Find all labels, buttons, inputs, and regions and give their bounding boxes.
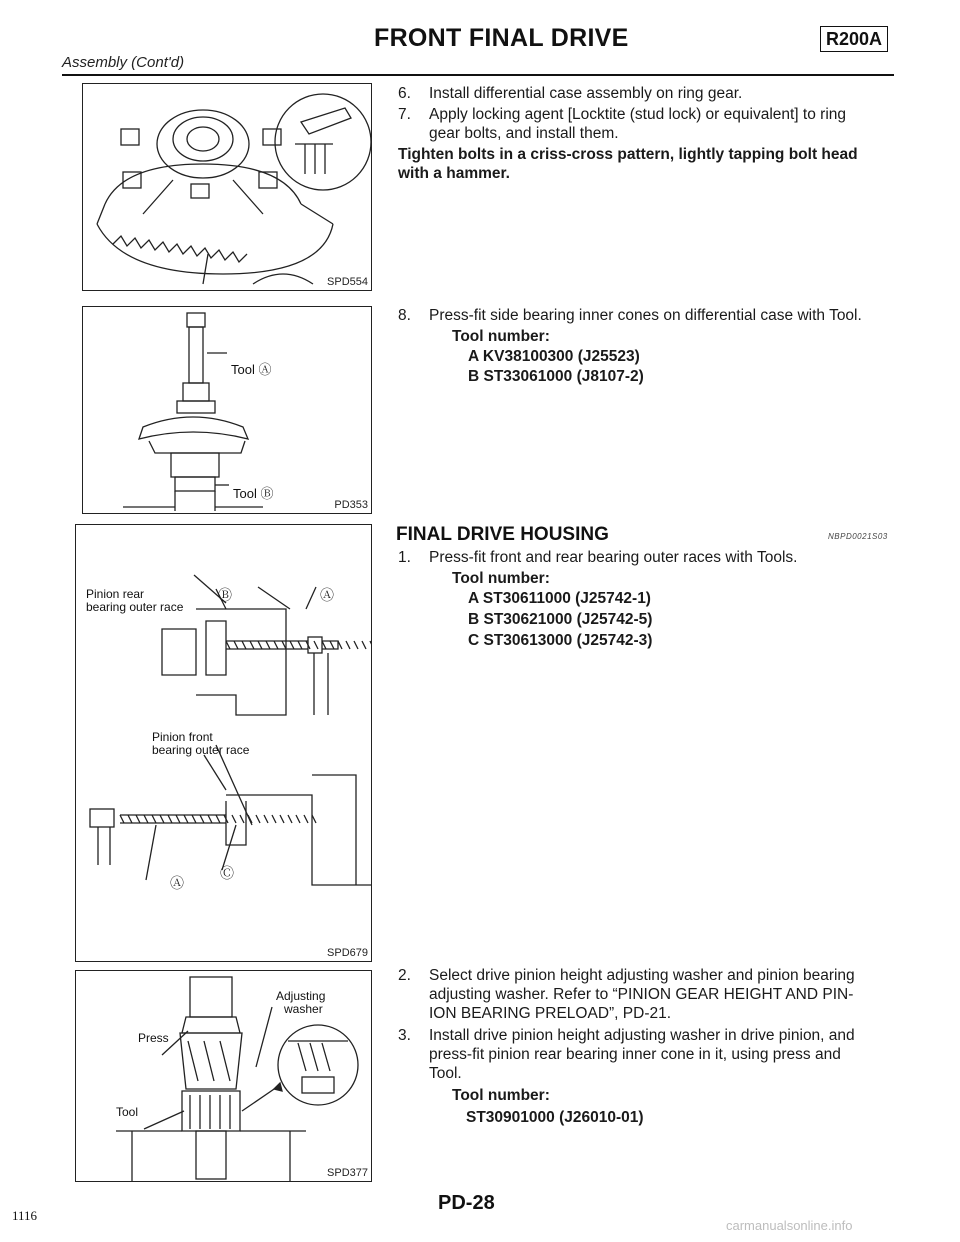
tool-a: A ST30611000 (J25742-1) <box>468 590 651 607</box>
step-text-line3: ION BEARING PRELOAD”, PD-21. <box>429 1005 672 1022</box>
tool-number-label: Tool number: <box>452 570 550 587</box>
ring-gear-illustration <box>83 84 371 290</box>
callout-a-top: Ⓐ <box>320 587 334 603</box>
adjusting-label: Adjusting <box>276 989 326 1003</box>
step-text-line1: Install drive pinion height adjusting washer in drive pinion, and <box>429 1027 855 1044</box>
step-text-line3: Tool. <box>429 1065 462 1082</box>
step-text: Press-fit front and rear bearing outer races with Tools. <box>429 549 798 566</box>
tool-label: Tool <box>116 1105 139 1119</box>
figure-code: PD353 <box>334 499 368 511</box>
step-text-line2: adjusting washer. Refer to “PINION GEAR HEIGHT AND PIN- <box>429 986 854 1003</box>
side-bearing-illustration <box>83 307 371 513</box>
tool-number-label: Tool number: <box>452 328 550 345</box>
tool-a: A KV38100300 (J25523) <box>468 348 640 365</box>
figure-side-bearing-tool <box>82 306 372 514</box>
washer-label: washer <box>284 1002 323 1016</box>
step-number: 6. <box>398 85 411 102</box>
step-text-line1: Apply locking agent [Locktite (stud lock) or equivalent] to ring <box>429 106 847 123</box>
callout-a-bottom: Ⓐ <box>170 875 184 891</box>
tool-b-label: Tool Ⓑ <box>233 486 274 501</box>
tool-c: C ST30613000 (J25742-3) <box>468 632 653 649</box>
step-text: Install differential case assembly on ring gear. <box>429 85 743 102</box>
tool-a-label: Tool Ⓐ <box>231 362 272 377</box>
tool-b: B ST30621000 (J25742-5) <box>468 611 653 628</box>
figure-code: SPD554 <box>327 276 368 288</box>
model-badge: R200A <box>820 26 888 52</box>
header-rule <box>62 74 894 76</box>
step-text: Press-fit side bearing inner cones on differential case with Tool. <box>429 307 862 324</box>
figure-code: SPD679 <box>327 947 368 959</box>
callout-b: Ⓑ <box>218 587 232 603</box>
section-ref: NBPD0021S03 <box>828 532 888 541</box>
section-subtitle: Assembly (Cont'd) <box>62 54 185 71</box>
pinion-rear-label-2: bearing outer race <box>86 600 184 614</box>
figure-ring-gear <box>82 83 372 291</box>
figure-code: SPD377 <box>327 1167 368 1179</box>
pinion-rear-label: Pinion rear <box>86 587 145 601</box>
page-title: FRONT FINAL DRIVE <box>374 24 629 52</box>
watermark: carmanualsonline.info <box>726 1218 853 1233</box>
tool-b: B ST33061000 (J8107-2) <box>468 368 644 385</box>
step-number: 8. <box>398 307 411 324</box>
section-heading: FINAL DRIVE HOUSING <box>396 524 609 545</box>
page-number: 1116 <box>12 1208 38 1223</box>
step-text-line2: press-fit pinion rear bearing inner cone in it, using press and <box>429 1046 841 1063</box>
callout-c: Ⓒ <box>220 865 234 881</box>
step-number: 1. <box>398 549 411 566</box>
pinion-front-label: Pinion front <box>152 730 213 744</box>
step-number: 2. <box>398 967 411 984</box>
pinion-washer-illustration <box>76 971 371 1181</box>
page-code: PD-28 <box>438 1192 495 1214</box>
tighten-note-line2: with a hammer. <box>398 165 510 182</box>
press-label: Press <box>138 1031 169 1045</box>
step-text-line2: gear bolts, and install them. <box>429 125 619 142</box>
tool-number-label: Tool number: <box>452 1087 550 1104</box>
figure-pinion-washer <box>75 970 372 1182</box>
step-number: 3. <box>398 1027 411 1044</box>
step-text-line1: Select drive pinion height adjusting washer and pinion bearing <box>429 967 855 984</box>
figure-outer-races <box>75 524 372 962</box>
tighten-note-line1: Tighten bolts in a criss-cross pattern, lightly tapping bolt head <box>398 146 858 163</box>
step-number: 7. <box>398 106 411 123</box>
pinion-front-label-2: bearing outer race <box>152 743 250 757</box>
tool-number: ST30901000 (J26010-01) <box>466 1109 644 1126</box>
